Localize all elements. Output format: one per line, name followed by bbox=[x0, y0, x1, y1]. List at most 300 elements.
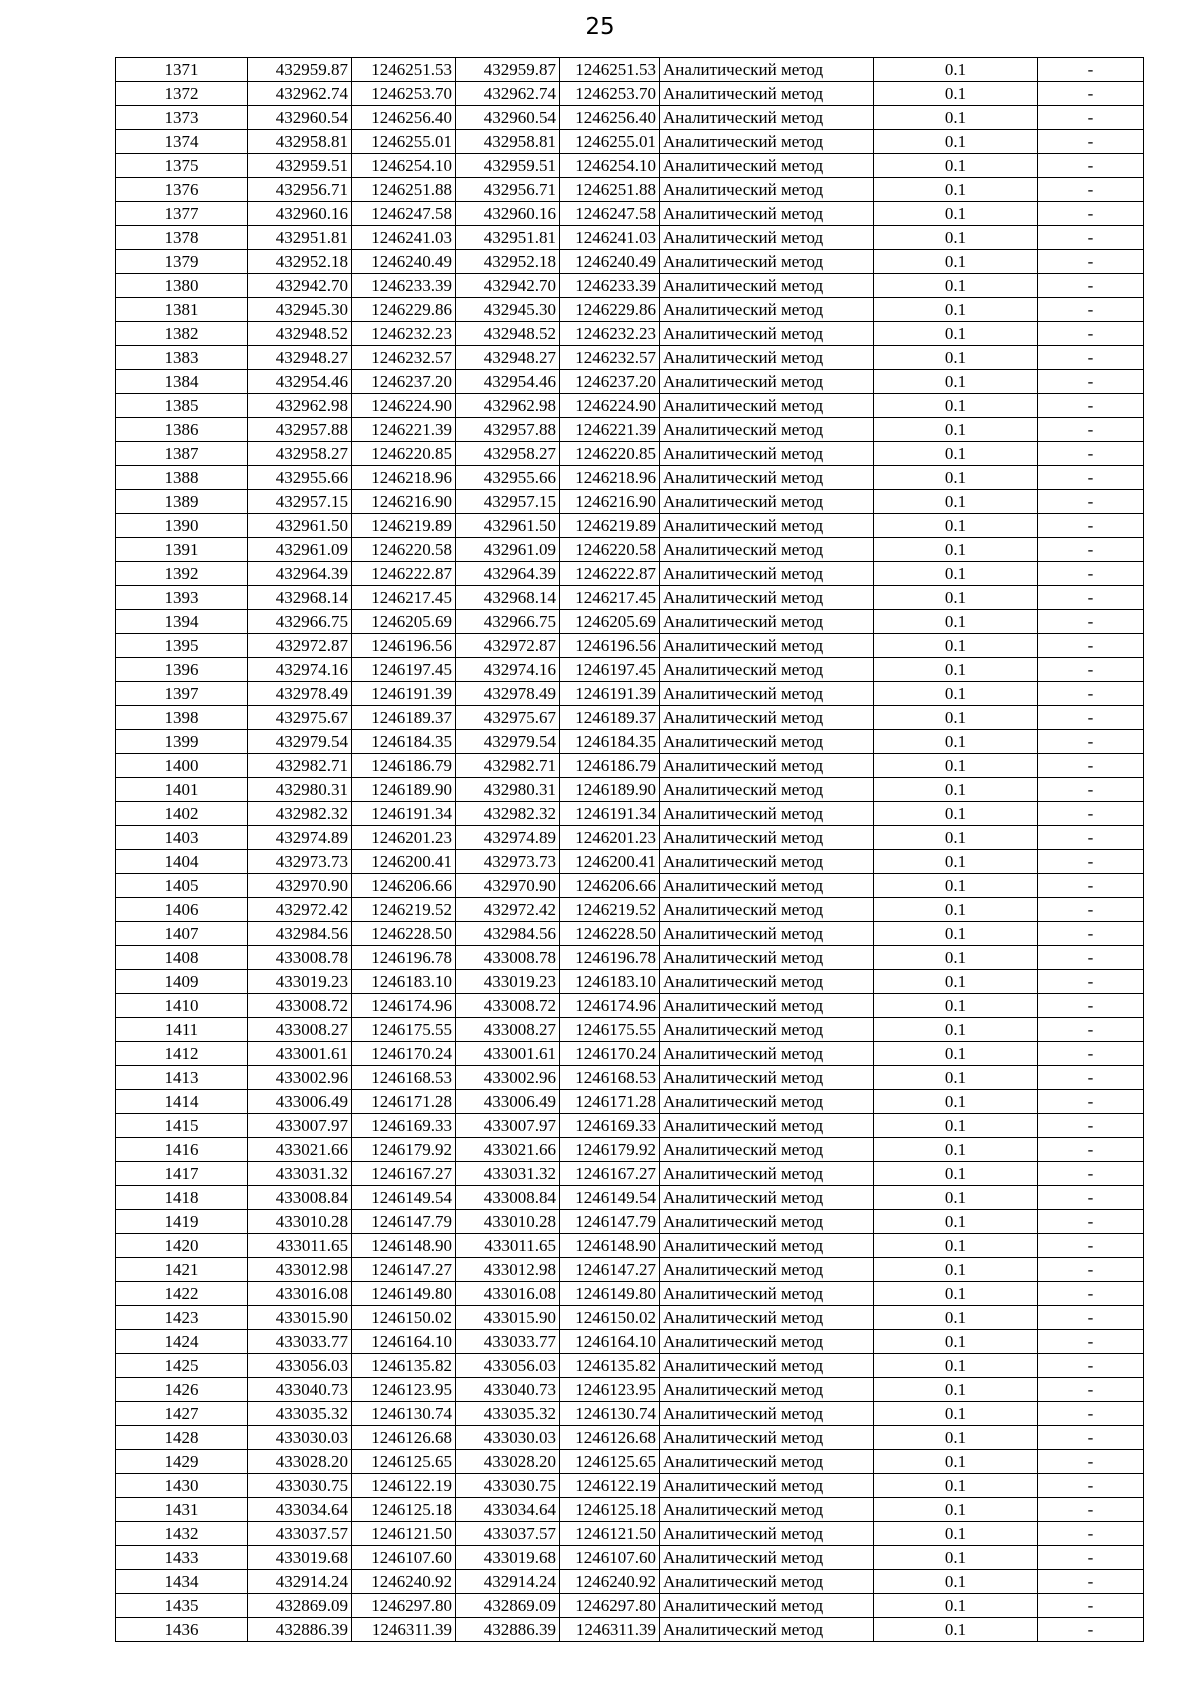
method-cell: Аналитический метод bbox=[660, 274, 874, 298]
method-cell: Аналитический метод bbox=[660, 1018, 874, 1042]
point-number-cell: 1384 bbox=[116, 370, 248, 394]
note-cell: - bbox=[1038, 394, 1144, 418]
point-number-cell: 1394 bbox=[116, 610, 248, 634]
y-new-cell: 1246201.23 bbox=[560, 826, 660, 850]
y-new-cell: 1246147.27 bbox=[560, 1258, 660, 1282]
note-cell: - bbox=[1038, 1018, 1144, 1042]
x-old-cell: 432960.54 bbox=[248, 106, 352, 130]
x-new-cell: 432961.50 bbox=[456, 514, 560, 538]
point-number-cell: 1415 bbox=[116, 1114, 248, 1138]
note-cell: - bbox=[1038, 898, 1144, 922]
y-new-cell: 1246224.90 bbox=[560, 394, 660, 418]
point-number-cell: 1407 bbox=[116, 922, 248, 946]
method-cell: Аналитический метод bbox=[660, 514, 874, 538]
x-old-cell: 433028.20 bbox=[248, 1450, 352, 1474]
x-old-cell: 432958.81 bbox=[248, 130, 352, 154]
x-new-cell: 433016.08 bbox=[456, 1282, 560, 1306]
method-cell: Аналитический метод bbox=[660, 634, 874, 658]
accuracy-cell: 0.1 bbox=[874, 970, 1038, 994]
method-cell: Аналитический метод bbox=[660, 778, 874, 802]
table-row bbox=[116, 442, 1144, 466]
x-new-cell: 433033.77 bbox=[456, 1330, 560, 1354]
point-number-cell: 1427 bbox=[116, 1402, 248, 1426]
y-new-cell: 1246205.69 bbox=[560, 610, 660, 634]
accuracy-cell: 0.1 bbox=[874, 154, 1038, 178]
y-new-cell: 1246233.39 bbox=[560, 274, 660, 298]
method-cell: Аналитический метод bbox=[660, 1570, 874, 1594]
y-old-cell: 1246200.41 bbox=[352, 850, 456, 874]
note-cell: - bbox=[1038, 370, 1144, 394]
accuracy-cell: 0.1 bbox=[874, 490, 1038, 514]
note-cell: - bbox=[1038, 634, 1144, 658]
x-new-cell: 432886.39 bbox=[456, 1618, 560, 1642]
x-new-cell: 433030.03 bbox=[456, 1426, 560, 1450]
x-new-cell: 432966.75 bbox=[456, 610, 560, 634]
point-number-cell: 1388 bbox=[116, 466, 248, 490]
point-number-cell: 1397 bbox=[116, 682, 248, 706]
y-old-cell: 1246229.86 bbox=[352, 298, 456, 322]
accuracy-cell: 0.1 bbox=[874, 250, 1038, 274]
x-old-cell: 432984.56 bbox=[248, 922, 352, 946]
method-cell: Аналитический метод bbox=[660, 850, 874, 874]
note-cell: - bbox=[1038, 1162, 1144, 1186]
note-cell: - bbox=[1038, 298, 1144, 322]
x-new-cell: 433056.03 bbox=[456, 1354, 560, 1378]
note-cell: - bbox=[1038, 754, 1144, 778]
x-old-cell: 432982.32 bbox=[248, 802, 352, 826]
x-new-cell: 432982.71 bbox=[456, 754, 560, 778]
table-row bbox=[116, 202, 1144, 226]
table-row bbox=[116, 586, 1144, 610]
table-row bbox=[116, 1594, 1144, 1618]
x-old-cell: 432951.81 bbox=[248, 226, 352, 250]
x-old-cell: 432955.66 bbox=[248, 466, 352, 490]
accuracy-cell: 0.1 bbox=[874, 754, 1038, 778]
y-old-cell: 1246196.78 bbox=[352, 946, 456, 970]
accuracy-cell: 0.1 bbox=[874, 322, 1038, 346]
note-cell: - bbox=[1038, 826, 1144, 850]
point-number-cell: 1402 bbox=[116, 802, 248, 826]
x-new-cell: 432914.24 bbox=[456, 1570, 560, 1594]
method-cell: Аналитический метод bbox=[660, 1618, 874, 1642]
table-row bbox=[116, 1114, 1144, 1138]
note-cell: - bbox=[1038, 1090, 1144, 1114]
accuracy-cell: 0.1 bbox=[874, 802, 1038, 826]
x-old-cell: 432948.52 bbox=[248, 322, 352, 346]
x-old-cell: 433019.68 bbox=[248, 1546, 352, 1570]
y-new-cell: 1246218.96 bbox=[560, 466, 660, 490]
accuracy-cell: 0.1 bbox=[874, 1450, 1038, 1474]
table-row bbox=[116, 922, 1144, 946]
x-old-cell: 433056.03 bbox=[248, 1354, 352, 1378]
x-new-cell: 432959.51 bbox=[456, 154, 560, 178]
x-old-cell: 432962.74 bbox=[248, 82, 352, 106]
accuracy-cell: 0.1 bbox=[874, 178, 1038, 202]
accuracy-cell: 0.1 bbox=[874, 1042, 1038, 1066]
x-old-cell: 432958.27 bbox=[248, 442, 352, 466]
x-old-cell: 432869.09 bbox=[248, 1594, 352, 1618]
x-old-cell: 433016.08 bbox=[248, 1282, 352, 1306]
point-number-cell: 1417 bbox=[116, 1162, 248, 1186]
point-number-cell: 1398 bbox=[116, 706, 248, 730]
point-number-cell: 1378 bbox=[116, 226, 248, 250]
table-row bbox=[116, 1018, 1144, 1042]
y-old-cell: 1246147.27 bbox=[352, 1258, 456, 1282]
accuracy-cell: 0.1 bbox=[874, 1066, 1038, 1090]
x-old-cell: 433008.78 bbox=[248, 946, 352, 970]
method-cell: Аналитический метод bbox=[660, 370, 874, 394]
x-new-cell: 432975.67 bbox=[456, 706, 560, 730]
table-row bbox=[116, 778, 1144, 802]
note-cell: - bbox=[1038, 1066, 1144, 1090]
x-new-cell: 433012.98 bbox=[456, 1258, 560, 1282]
point-number-cell: 1410 bbox=[116, 994, 248, 1018]
method-cell: Аналитический метод bbox=[660, 1402, 874, 1426]
accuracy-cell: 0.1 bbox=[874, 1282, 1038, 1306]
method-cell: Аналитический метод bbox=[660, 1546, 874, 1570]
x-new-cell: 433035.32 bbox=[456, 1402, 560, 1426]
x-new-cell: 432954.46 bbox=[456, 370, 560, 394]
x-old-cell: 432979.54 bbox=[248, 730, 352, 754]
table-row bbox=[116, 538, 1144, 562]
table-row bbox=[116, 394, 1144, 418]
x-new-cell: 432957.15 bbox=[456, 490, 560, 514]
accuracy-cell: 0.1 bbox=[874, 58, 1038, 82]
method-cell: Аналитический метод bbox=[660, 1066, 874, 1090]
accuracy-cell: 0.1 bbox=[874, 394, 1038, 418]
y-new-cell: 1246164.10 bbox=[560, 1330, 660, 1354]
x-old-cell: 432982.71 bbox=[248, 754, 352, 778]
x-new-cell: 432955.66 bbox=[456, 466, 560, 490]
x-old-cell: 432968.14 bbox=[248, 586, 352, 610]
note-cell: - bbox=[1038, 466, 1144, 490]
method-cell: Аналитический метод bbox=[660, 226, 874, 250]
accuracy-cell: 0.1 bbox=[874, 1234, 1038, 1258]
table-row bbox=[116, 802, 1144, 826]
y-new-cell: 1246150.02 bbox=[560, 1306, 660, 1330]
y-new-cell: 1246175.55 bbox=[560, 1018, 660, 1042]
x-new-cell: 432960.16 bbox=[456, 202, 560, 226]
y-new-cell: 1246255.01 bbox=[560, 130, 660, 154]
y-new-cell: 1246232.23 bbox=[560, 322, 660, 346]
method-cell: Аналитический метод bbox=[660, 82, 874, 106]
y-new-cell: 1246123.95 bbox=[560, 1378, 660, 1402]
x-new-cell: 432964.39 bbox=[456, 562, 560, 586]
method-cell: Аналитический метод bbox=[660, 538, 874, 562]
y-old-cell: 1246224.90 bbox=[352, 394, 456, 418]
y-new-cell: 1246219.89 bbox=[560, 514, 660, 538]
accuracy-cell: 0.1 bbox=[874, 826, 1038, 850]
point-number-cell: 1396 bbox=[116, 658, 248, 682]
x-new-cell: 432958.81 bbox=[456, 130, 560, 154]
table-row bbox=[116, 1474, 1144, 1498]
x-old-cell: 432964.39 bbox=[248, 562, 352, 586]
table-row bbox=[116, 346, 1144, 370]
y-new-cell: 1246121.50 bbox=[560, 1522, 660, 1546]
x-new-cell: 432972.87 bbox=[456, 634, 560, 658]
y-old-cell: 1246201.23 bbox=[352, 826, 456, 850]
x-old-cell: 433037.57 bbox=[248, 1522, 352, 1546]
method-cell: Аналитический метод bbox=[660, 946, 874, 970]
table-row bbox=[116, 178, 1144, 202]
table-row bbox=[116, 418, 1144, 442]
point-number-cell: 1391 bbox=[116, 538, 248, 562]
accuracy-cell: 0.1 bbox=[874, 1186, 1038, 1210]
point-number-cell: 1387 bbox=[116, 442, 248, 466]
x-old-cell: 432975.67 bbox=[248, 706, 352, 730]
method-cell: Аналитический метод bbox=[660, 250, 874, 274]
table-row bbox=[116, 826, 1144, 850]
point-number-cell: 1433 bbox=[116, 1546, 248, 1570]
table-row bbox=[116, 1522, 1144, 1546]
note-cell: - bbox=[1038, 874, 1144, 898]
note-cell: - bbox=[1038, 538, 1144, 562]
method-cell: Аналитический метод bbox=[660, 1474, 874, 1498]
x-old-cell: 433008.84 bbox=[248, 1186, 352, 1210]
y-new-cell: 1246297.80 bbox=[560, 1594, 660, 1618]
table-row bbox=[116, 514, 1144, 538]
note-cell: - bbox=[1038, 1114, 1144, 1138]
y-old-cell: 1246122.19 bbox=[352, 1474, 456, 1498]
y-old-cell: 1246191.39 bbox=[352, 682, 456, 706]
y-old-cell: 1246221.39 bbox=[352, 418, 456, 442]
y-old-cell: 1246168.53 bbox=[352, 1066, 456, 1090]
table-row bbox=[116, 610, 1144, 634]
x-new-cell: 432972.42 bbox=[456, 898, 560, 922]
x-new-cell: 433037.57 bbox=[456, 1522, 560, 1546]
note-cell: - bbox=[1038, 802, 1144, 826]
table-row bbox=[116, 754, 1144, 778]
method-cell: Аналитический метод bbox=[660, 874, 874, 898]
note-cell: - bbox=[1038, 922, 1144, 946]
method-cell: Аналитический метод bbox=[660, 610, 874, 634]
note-cell: - bbox=[1038, 514, 1144, 538]
y-old-cell: 1246184.35 bbox=[352, 730, 456, 754]
table-row bbox=[116, 874, 1144, 898]
y-old-cell: 1246247.58 bbox=[352, 202, 456, 226]
y-old-cell: 1246311.39 bbox=[352, 1618, 456, 1642]
note-cell: - bbox=[1038, 1306, 1144, 1330]
method-cell: Аналитический метод bbox=[660, 1330, 874, 1354]
note-cell: - bbox=[1038, 658, 1144, 682]
method-cell: Аналитический метод bbox=[660, 730, 874, 754]
y-new-cell: 1246184.35 bbox=[560, 730, 660, 754]
table-row bbox=[116, 994, 1144, 1018]
x-new-cell: 433008.78 bbox=[456, 946, 560, 970]
table-row bbox=[116, 370, 1144, 394]
point-number-cell: 1375 bbox=[116, 154, 248, 178]
y-old-cell: 1246121.50 bbox=[352, 1522, 456, 1546]
table-row bbox=[116, 706, 1144, 730]
y-old-cell: 1246167.27 bbox=[352, 1162, 456, 1186]
accuracy-cell: 0.1 bbox=[874, 1426, 1038, 1450]
note-cell: - bbox=[1038, 778, 1144, 802]
y-old-cell: 1246251.88 bbox=[352, 178, 456, 202]
method-cell: Аналитический метод bbox=[660, 682, 874, 706]
note-cell: - bbox=[1038, 946, 1144, 970]
y-new-cell: 1246256.40 bbox=[560, 106, 660, 130]
point-number-cell: 1371 bbox=[116, 58, 248, 82]
method-cell: Аналитический метод bbox=[660, 1186, 874, 1210]
y-new-cell: 1246232.57 bbox=[560, 346, 660, 370]
x-new-cell: 433040.73 bbox=[456, 1378, 560, 1402]
y-new-cell: 1246174.96 bbox=[560, 994, 660, 1018]
x-new-cell: 432958.27 bbox=[456, 442, 560, 466]
y-new-cell: 1246311.39 bbox=[560, 1618, 660, 1642]
x-old-cell: 432972.42 bbox=[248, 898, 352, 922]
table-row bbox=[116, 250, 1144, 274]
table-row bbox=[116, 1306, 1144, 1330]
point-number-cell: 1418 bbox=[116, 1186, 248, 1210]
x-new-cell: 433028.20 bbox=[456, 1450, 560, 1474]
y-old-cell: 1246237.20 bbox=[352, 370, 456, 394]
note-cell: - bbox=[1038, 130, 1144, 154]
table-row bbox=[116, 946, 1144, 970]
accuracy-cell: 0.1 bbox=[874, 226, 1038, 250]
y-old-cell: 1246232.57 bbox=[352, 346, 456, 370]
y-old-cell: 1246197.45 bbox=[352, 658, 456, 682]
x-new-cell: 433034.64 bbox=[456, 1498, 560, 1522]
accuracy-cell: 0.1 bbox=[874, 1258, 1038, 1282]
table-row bbox=[116, 634, 1144, 658]
y-new-cell: 1246196.56 bbox=[560, 634, 660, 658]
note-cell: - bbox=[1038, 1258, 1144, 1282]
note-cell: - bbox=[1038, 58, 1144, 82]
accuracy-cell: 0.1 bbox=[874, 1354, 1038, 1378]
y-new-cell: 1246241.03 bbox=[560, 226, 660, 250]
point-number-cell: 1380 bbox=[116, 274, 248, 298]
table-row bbox=[116, 1378, 1144, 1402]
method-cell: Аналитический метод bbox=[660, 442, 874, 466]
x-new-cell: 433011.65 bbox=[456, 1234, 560, 1258]
y-old-cell: 1246253.70 bbox=[352, 82, 456, 106]
x-new-cell: 433019.23 bbox=[456, 970, 560, 994]
method-cell: Аналитический метод bbox=[660, 202, 874, 226]
accuracy-cell: 0.1 bbox=[874, 274, 1038, 298]
y-old-cell: 1246240.92 bbox=[352, 1570, 456, 1594]
y-old-cell: 1246216.90 bbox=[352, 490, 456, 514]
accuracy-cell: 0.1 bbox=[874, 466, 1038, 490]
point-number-cell: 1401 bbox=[116, 778, 248, 802]
note-cell: - bbox=[1038, 346, 1144, 370]
y-old-cell: 1246175.55 bbox=[352, 1018, 456, 1042]
accuracy-cell: 0.1 bbox=[874, 202, 1038, 226]
y-new-cell: 1246125.65 bbox=[560, 1450, 660, 1474]
y-new-cell: 1246170.24 bbox=[560, 1042, 660, 1066]
x-old-cell: 432961.09 bbox=[248, 538, 352, 562]
x-new-cell: 432978.49 bbox=[456, 682, 560, 706]
y-new-cell: 1246251.88 bbox=[560, 178, 660, 202]
point-number-cell: 1406 bbox=[116, 898, 248, 922]
x-old-cell: 432952.18 bbox=[248, 250, 352, 274]
note-cell: - bbox=[1038, 1498, 1144, 1522]
accuracy-cell: 0.1 bbox=[874, 1090, 1038, 1114]
point-number-cell: 1416 bbox=[116, 1138, 248, 1162]
point-number-cell: 1414 bbox=[116, 1090, 248, 1114]
point-number-cell: 1434 bbox=[116, 1570, 248, 1594]
y-new-cell: 1246183.10 bbox=[560, 970, 660, 994]
y-old-cell: 1246123.95 bbox=[352, 1378, 456, 1402]
table-row bbox=[116, 490, 1144, 514]
y-old-cell: 1246255.01 bbox=[352, 130, 456, 154]
x-old-cell: 433015.90 bbox=[248, 1306, 352, 1330]
y-new-cell: 1246168.53 bbox=[560, 1066, 660, 1090]
accuracy-cell: 0.1 bbox=[874, 1138, 1038, 1162]
y-old-cell: 1246149.80 bbox=[352, 1282, 456, 1306]
table-row bbox=[116, 58, 1144, 82]
x-new-cell: 432974.16 bbox=[456, 658, 560, 682]
y-old-cell: 1246125.18 bbox=[352, 1498, 456, 1522]
point-number-cell: 1430 bbox=[116, 1474, 248, 1498]
x-old-cell: 432886.39 bbox=[248, 1618, 352, 1642]
point-number-cell: 1411 bbox=[116, 1018, 248, 1042]
note-cell: - bbox=[1038, 610, 1144, 634]
x-new-cell: 433001.61 bbox=[456, 1042, 560, 1066]
method-cell: Аналитический метод bbox=[660, 58, 874, 82]
x-old-cell: 433019.23 bbox=[248, 970, 352, 994]
note-cell: - bbox=[1038, 562, 1144, 586]
note-cell: - bbox=[1038, 1546, 1144, 1570]
y-new-cell: 1246220.85 bbox=[560, 442, 660, 466]
table-row bbox=[116, 682, 1144, 706]
point-number-cell: 1389 bbox=[116, 490, 248, 514]
y-old-cell: 1246297.80 bbox=[352, 1594, 456, 1618]
y-old-cell: 1246170.24 bbox=[352, 1042, 456, 1066]
y-new-cell: 1246222.87 bbox=[560, 562, 660, 586]
y-new-cell: 1246220.58 bbox=[560, 538, 660, 562]
accuracy-cell: 0.1 bbox=[874, 298, 1038, 322]
y-old-cell: 1246183.10 bbox=[352, 970, 456, 994]
accuracy-cell: 0.1 bbox=[874, 730, 1038, 754]
y-old-cell: 1246130.74 bbox=[352, 1402, 456, 1426]
x-old-cell: 432970.90 bbox=[248, 874, 352, 898]
table-row bbox=[116, 1162, 1144, 1186]
note-cell: - bbox=[1038, 1570, 1144, 1594]
x-new-cell: 432951.81 bbox=[456, 226, 560, 250]
table-row bbox=[116, 106, 1144, 130]
y-new-cell: 1246200.41 bbox=[560, 850, 660, 874]
x-old-cell: 433010.28 bbox=[248, 1210, 352, 1234]
y-new-cell: 1246169.33 bbox=[560, 1114, 660, 1138]
point-number-cell: 1383 bbox=[116, 346, 248, 370]
method-cell: Аналитический метод bbox=[660, 1498, 874, 1522]
method-cell: Аналитический метод bbox=[660, 130, 874, 154]
table-row bbox=[116, 466, 1144, 490]
table-row bbox=[116, 1282, 1144, 1306]
accuracy-cell: 0.1 bbox=[874, 1330, 1038, 1354]
note-cell: - bbox=[1038, 1522, 1144, 1546]
point-number-cell: 1425 bbox=[116, 1354, 248, 1378]
accuracy-cell: 0.1 bbox=[874, 1162, 1038, 1186]
table-row bbox=[116, 1498, 1144, 1522]
y-old-cell: 1246164.10 bbox=[352, 1330, 456, 1354]
point-number-cell: 1382 bbox=[116, 322, 248, 346]
y-new-cell: 1246167.27 bbox=[560, 1162, 660, 1186]
x-new-cell: 432970.90 bbox=[456, 874, 560, 898]
y-old-cell: 1246191.34 bbox=[352, 802, 456, 826]
table-row bbox=[116, 730, 1144, 754]
method-cell: Аналитический метод bbox=[660, 802, 874, 826]
accuracy-cell: 0.1 bbox=[874, 610, 1038, 634]
table-row bbox=[116, 1426, 1144, 1450]
accuracy-cell: 0.1 bbox=[874, 898, 1038, 922]
y-old-cell: 1246174.96 bbox=[352, 994, 456, 1018]
table-row bbox=[116, 298, 1144, 322]
point-number-cell: 1419 bbox=[116, 1210, 248, 1234]
table-row bbox=[116, 1354, 1144, 1378]
note-cell: - bbox=[1038, 1210, 1144, 1234]
x-new-cell: 432982.32 bbox=[456, 802, 560, 826]
